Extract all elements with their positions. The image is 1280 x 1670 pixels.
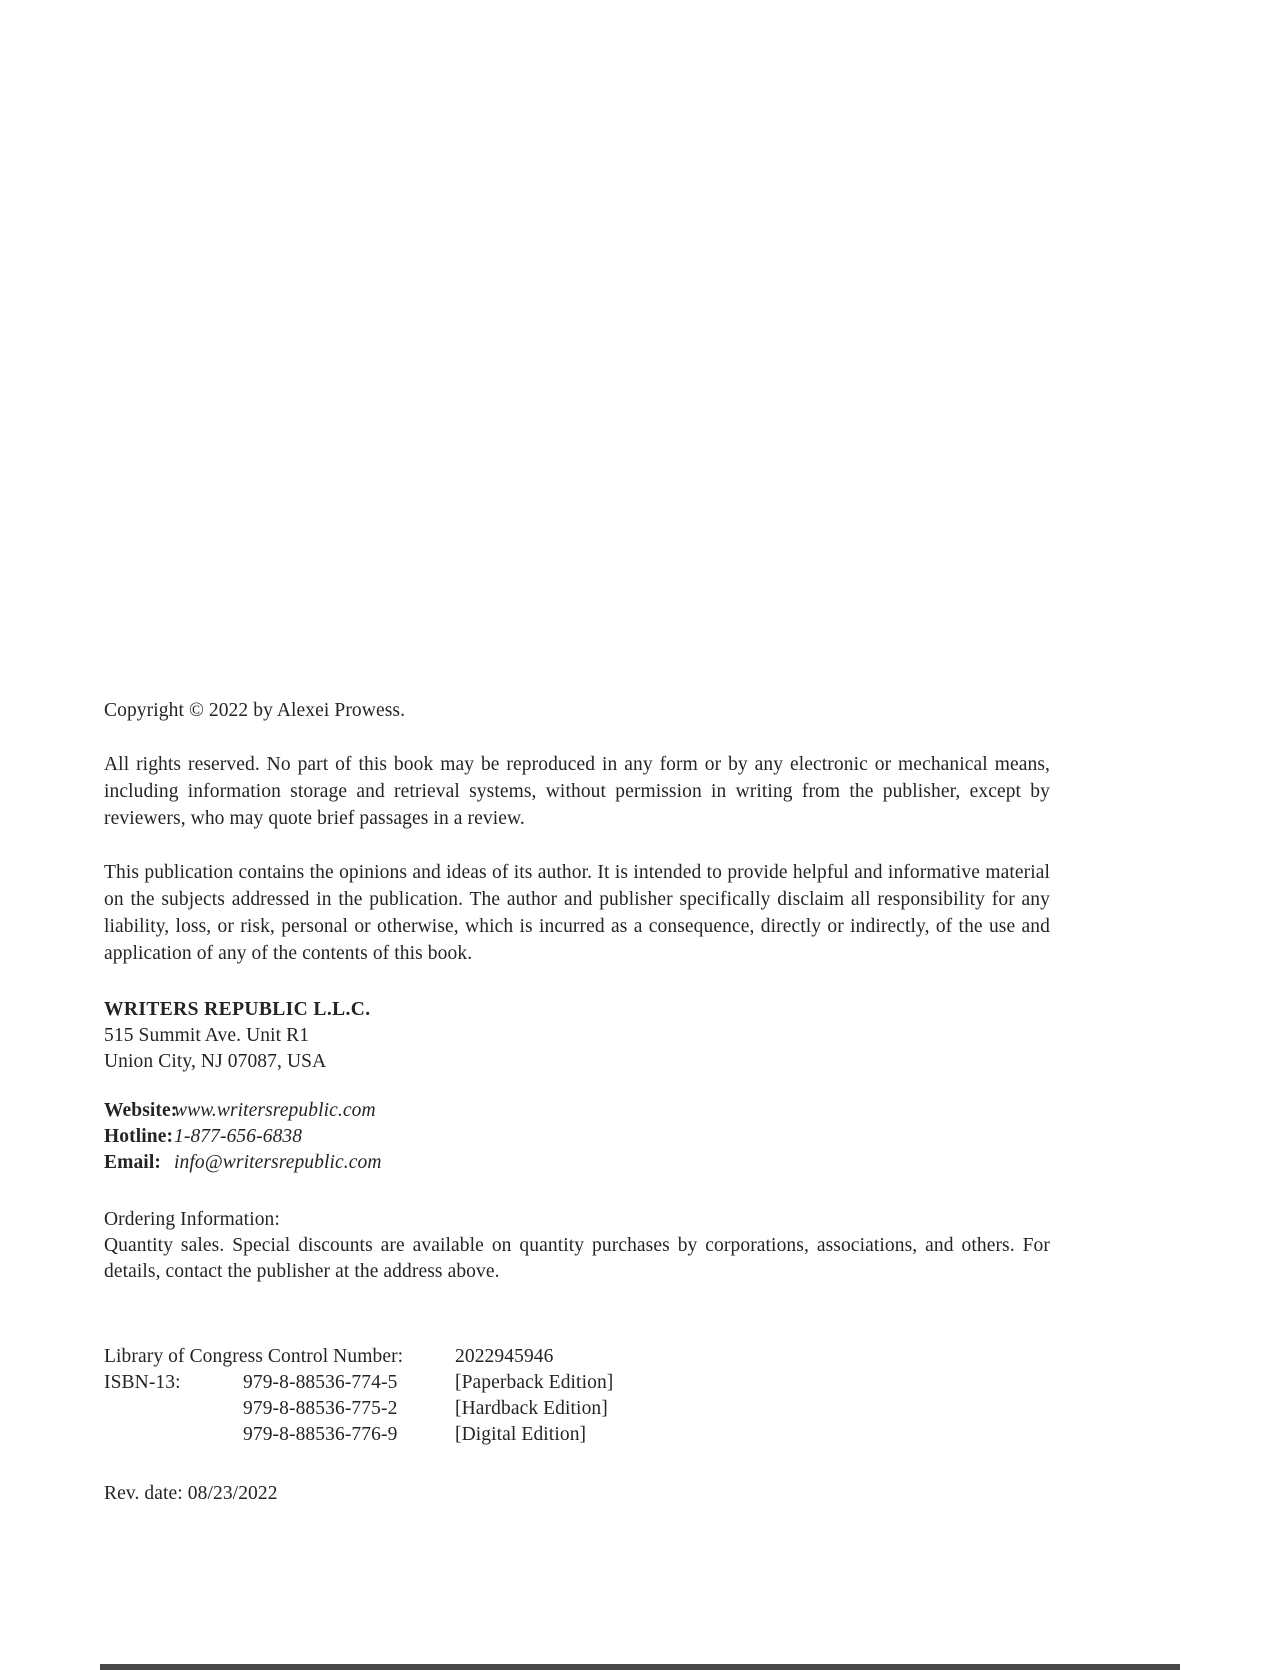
catalog-grid [104,1344,1050,1448]
hotline-label: Hotline: [104,1126,174,1147]
copyright-notice: Copyright © 2022 by Alexei Prowess. [104,700,406,721]
contact-row-email [104,1150,1050,1176]
isbn-edition-paperback: [Paperback Edition] [455,1372,614,1393]
lccn-value: 2022945946 [455,1346,554,1367]
isbn-label-spacer [104,1396,243,1422]
publisher-block [104,997,1050,1075]
ordering-body: Quantity sales. Special discounts are available on quantity purchases by corporations, associations, and others. For details, contact the publisher at the address above. [104,1235,1050,1282]
catalog-block [104,1344,1050,1448]
isbn-number-digital: 979-8-88536-776-9 [243,1424,398,1445]
revision-date: Rev. date: 08/23/2022 [104,1483,278,1504]
ordering-heading: Ordering Information: [104,1209,280,1230]
isbn-number-paperback: 979-8-88536-774-5 [243,1372,398,1393]
contact-row-website [104,1098,1050,1124]
publisher-address-line2: Union City, NJ 07087, USA [104,1051,327,1072]
copyright-page-content [104,697,1050,1507]
isbn-edition-digital: [Digital Edition] [455,1424,587,1445]
email-label: Email: [104,1152,161,1173]
hotline-value: 1-877-656-6838 [174,1126,303,1147]
contact-block [104,1098,1050,1176]
contact-row-hotline [104,1124,1050,1150]
email-value: info@writersrepublic.com [174,1152,382,1173]
website-label: Website: [104,1100,178,1121]
publisher-address-line1: 515 Summit Ave. Unit R1 [104,1025,310,1046]
isbn-edition-hardback: [Hardback Edition] [455,1398,608,1419]
website-value: www.writersrepublic.com [174,1100,376,1121]
isbn-label: ISBN-13: [104,1372,181,1393]
disclaimer-paragraph: This publication contains the opinions and ideas of its author. It is intended to provide helpful and informative material on the subjects addressed in the publication. The author and publisher specifically disclaim all responsibility for any liability, loss, or risk, personal or otherwise, which is incurred as a consequence, directly or indirectly, of the use and application of any of the contents of this book. [104,862,1050,964]
ordering-block [104,1207,1050,1285]
isbn-number-hardback: 979-8-88536-775-2 [243,1398,398,1419]
isbn-label-spacer [104,1422,243,1448]
lccn-label: Library of Congress Control Number: [104,1346,404,1367]
publisher-name: WRITERS REPUBLIC L.L.C. [104,999,371,1020]
rights-reserved-paragraph: All rights reserved. No part of this book may be reproduced in any form or by any electronic or mechanical means, including information storage and retrieval systems, without permission in writing from the publisher, except by reviewers, who may quote brief passages in a review. [104,754,1050,829]
page-bottom-scan-edge [100,1664,1180,1670]
